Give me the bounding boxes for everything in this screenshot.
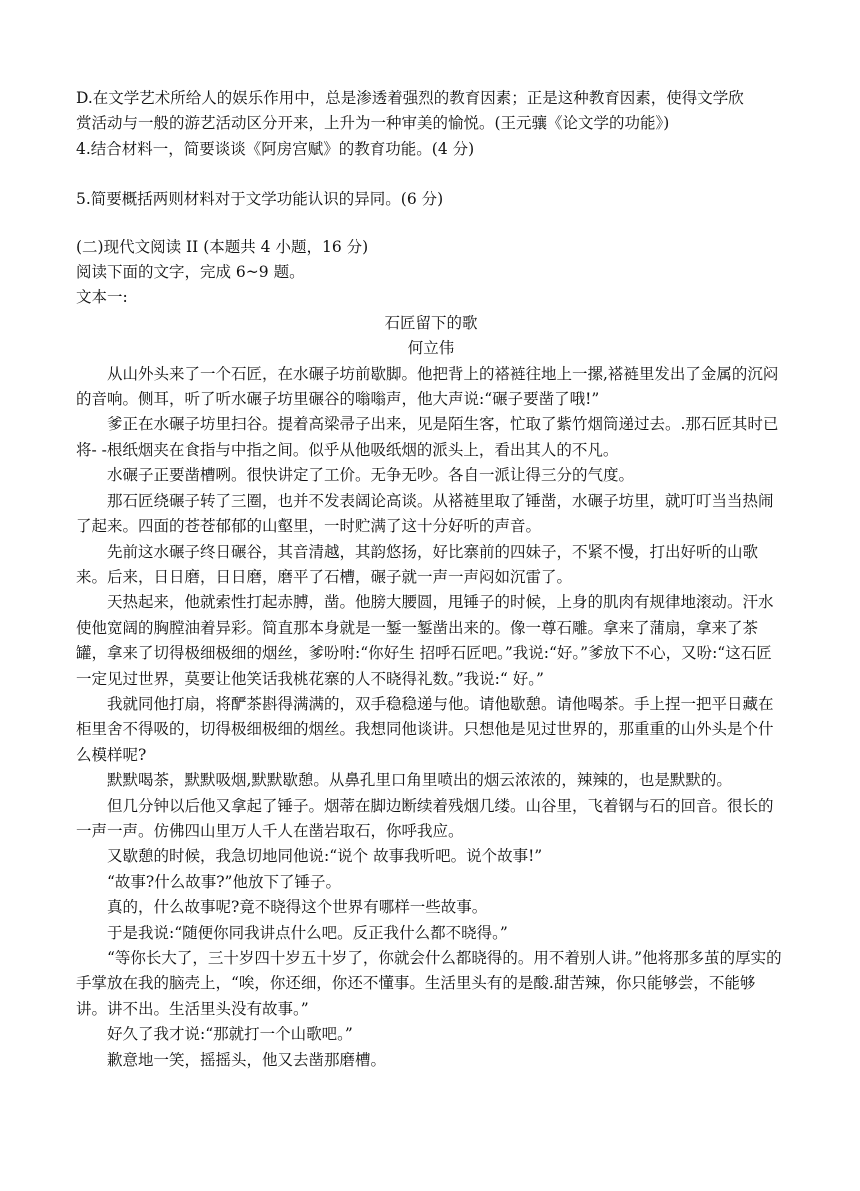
question-5: 5.简要概括两则材料对于文学功能认识的异同。(6 分) xyxy=(76,190,444,209)
article-paragraph: 那石匠绕碾子转了三圈，也并不发表阔论高谈。从褡裢里取了锤凿，水碾子坊里，就叮叮当当热闹了起来。四面的苍苍郁郁的山壑里，一时贮满了这十分好听的声音。 xyxy=(76,491,774,536)
article-paragraph: 歉意地一笑，摇摇头，他又去凿那磨槽。 xyxy=(107,1050,387,1069)
question-4: 4.结合材料一，简要谈谈《阿房宫赋》的教育功能。(4 分) xyxy=(76,139,475,158)
section-heading: (二)现代文阅读 II (本题共 4 小题，16 分) xyxy=(76,237,369,256)
article-paragraph: 好久了我才说:“那就打一个山歌吧。” xyxy=(107,1025,353,1044)
article-paragraph: 先前这水碾子终日碾谷，其音清越，其韵悠扬，好比寨前的四妹子，不紧不慢，打出好听的山歌来。后来，日日磨，日日磨，磨平了石槽，碾子就一声一声闷如沉雷了。 xyxy=(76,542,759,586)
option-d-line-1: D.在文学艺术所给人的娱乐作用中，总是渗透着强烈的教育因素；正是这种教育因素，使得文学欣 xyxy=(76,89,744,107)
text-label: 文本一: xyxy=(76,288,128,307)
article-paragraph: 水碾子正要凿槽咧。很快讲定了工价。无争无吵。各自一派让得三分的气度。 xyxy=(107,466,635,485)
article-paragraph: “等你长大了，三十岁四十岁五十岁了，你就会什么都晓得的。用不着别人讲。”他将那多茧的厚实的手掌放在我的脑壳上，“唉，你还细，你还不懂事。生活里头有的是酸.甜苦辣，你只能够尝，不能够讲。讲不出。生活里头没有故事。” xyxy=(76,949,782,1018)
article-paragraph: 爹正在水碾子坊里扫谷。提着高梁帚子出来，见是陌生客，忙取了紫竹烟筒递过去。.那石匠其时已将- -根纸烟夹在食指与中指之间。似乎从他吸纸烟的派头上，看出其人的不凡。 xyxy=(76,415,779,459)
article-paragraph: 默默喝茶，默默吸烟,默默歇憩。从鼻孔里口角里喷出的烟云浓浓的，辣辣的，也是默默的。 xyxy=(107,771,732,790)
article-paragraph: 但几分钟以后他又拿起了锤子。烟蒂在脚边断续着残烟几缕。山谷里，飞着钢与石的回音。很长的一声一声。仿佛四山里万人千人在凿岩取石，你呼我应。 xyxy=(76,796,774,840)
article-paragraph: 我就同他打扇，将酽茶斟得满满的，双手稳稳递与他。请他歇憩。请他喝茶。手上捏一把平日藏在柜里舍不得吸的，切得极细极细的烟丝。我想同他谈讲。只想他是见过世界的，那重重的山外头是个什么模样呢? xyxy=(76,694,774,764)
exam-page xyxy=(76,86,786,1073)
article-paragraph: 从山外头来了一个石匠，在水碾子坊前歇脚。他把背上的褡裢往地上一摞,褡裢里发出了金属的沉闷的音响。侧耳，听了听水碾子坊里碾谷的嗡嗡声，他大声说:“碾子要凿了哦!” xyxy=(76,364,779,409)
article-paragraph: “故事?什么故事?”他放下了锤子。 xyxy=(107,872,341,891)
article-title: 石匠留下的歌 xyxy=(384,313,478,332)
article-paragraph: 又歇憩的时候，我急切地同他说:“说个 故事我听吧。说个故事!” xyxy=(107,847,543,866)
section-instruction: 阅读下面的文字，完成 6~9 题。 xyxy=(76,263,305,282)
article-author: 何立伟 xyxy=(407,339,455,358)
option-d-line-2: 赏活动与一般的游艺活动区分开来，上升为一种审美的愉悦。(王元骧《论文学的功能》) xyxy=(76,114,670,133)
article-paragraph: 真的，什么故事呢?竟不晓得这个世界有哪样一些故事。 xyxy=(107,898,488,917)
article-paragraph: 天热起来，他就索性打起赤膊，凿。他膀大腰圆，甩锤子的时候，上身的肌肉有规律地滚动。汗水使他宽阔的胸膛油着异彩。简直那本身就是一錾一錾凿出来的。像一尊石雕。拿来了蒲扇，拿来了茶罐，拿来了切得极细极细的烟丝，爹吩咐:“你好生 招呼石匠吧。”我说:“好。”爹放下不心，又吩:“这石匠一定见过世界，莫要让他笑话我桃花寨的人不晓得礼数。”我说:“ 好。” xyxy=(76,593,774,688)
article-paragraph: 于是我说:“随便你同我讲点什么吧。反正我什么都不晓得。” xyxy=(107,923,508,942)
